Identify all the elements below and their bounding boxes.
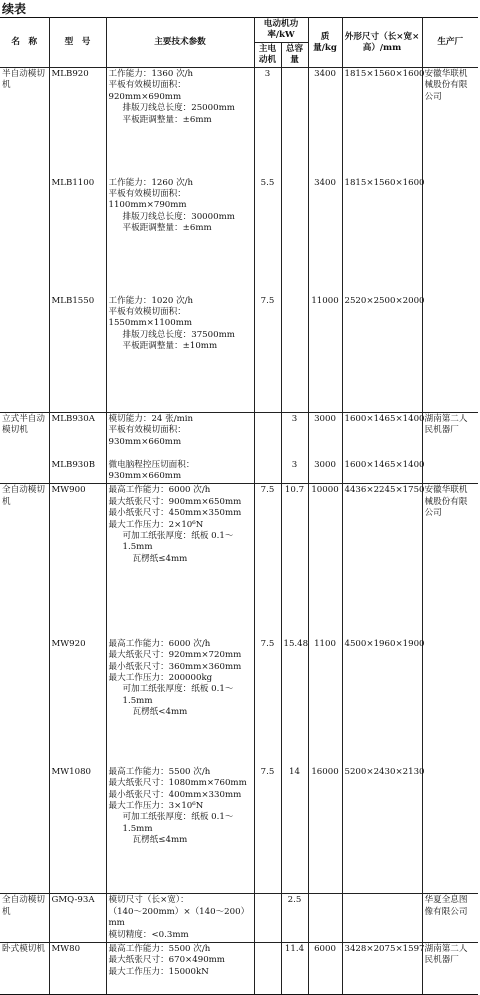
spec-line: 可加工纸张厚度：纸板 0.1～1.5mm [122,530,234,553]
spec-line: 平板距调整量：±6mm [122,114,212,125]
spec-line: 最大工作压力：2×10⁶N [108,519,204,530]
spec-line: （140～200mm）×（140～200）mm [108,906,250,929]
machine-name-cell: 卧式模切机 [0,942,49,994]
maker-cell: 安徽华联机械股份有限公司 [422,68,478,413]
mass-cell: 10000 [308,484,342,638]
spec-line: 最小纸张尺寸：360mm×360mm [108,661,242,672]
specs-cell [106,459,254,484]
maker-cell: 湖南第二人民机器厂 [422,942,478,994]
spec-line: 瓦楞纸≤4mm [132,553,188,564]
model-cell: MW900 [49,484,106,638]
table-row [0,68,478,177]
power-main-cell: 7.5 [254,766,281,894]
power-main-cell [254,413,281,459]
spec-line: 最高工作能力：6000 次/h [108,485,211,496]
spec-line: 工作能力：1360 次/h [108,69,194,79]
spec-line: 模切能力：24 张/min [108,414,194,424]
model-cell: GMQ-93A [49,894,106,943]
model-cell: MLB930B [49,459,106,484]
specs-cell [106,894,254,943]
spec-line: 模切精度：<0.3mm [108,929,189,940]
spec-line: 排版刀线总长度：37500mm [122,329,235,340]
spec-line: 最大纸张尺寸：1080mm×760mm [108,778,247,789]
table-row [0,459,478,484]
dims-cell: 1815×1560×1600 [342,177,422,295]
power-total-cell: 15.48 [281,638,308,766]
dims-cell: 2520×2500×2000 [342,295,422,413]
header-name: 名 称 [0,18,49,68]
spec-line: 瓦楞纸≤4mm [132,835,188,846]
dims-cell [342,894,422,943]
spec-line: 最大纸张尺寸：670×490mm [108,955,225,966]
spec-line: 平板有效模切面积：1100mm×790mm [108,188,187,211]
power-main-cell: 3 [254,68,281,177]
power-main-cell [254,894,281,943]
power-total-cell: 3 [281,459,308,484]
specs-cell [106,413,254,459]
spec-line: 工作能力：1260 次/h [108,177,194,188]
model-cell: MLB930A [49,413,106,459]
spec-line: 最高工作能力：5500 次/h [108,943,211,954]
header-power-total: 总容量 [281,43,308,68]
specs-cell [106,177,254,295]
dims-cell: 1600×1465×1400 [342,459,422,484]
machine-name-cell: 立式半自动模切机 [0,413,49,484]
power-main-cell: 5.5 [254,177,281,295]
table-row [0,177,478,295]
specs-cell [106,68,254,177]
dims-cell: 5200×2430×2130 [342,766,422,894]
spec-line: 最大工作压力：200000kg [108,673,213,684]
mass-cell: 6000 [308,942,342,994]
power-main-cell [254,942,281,994]
spec-line: 最高工作能力：5500 次/h [108,766,211,777]
spec-line: 平板有效模切面积：1550mm×1100mm [108,306,193,329]
mass-cell: 3000 [308,459,342,484]
dims-cell: 1815×1560×1600 [342,68,422,177]
mass-cell: 3000 [308,413,342,459]
model-cell: MW920 [49,638,106,766]
power-total-cell: 10.7 [281,484,308,638]
power-total-cell [281,68,308,177]
maker-cell: 华夏全息图像有限公司 [422,894,478,943]
power-total-cell [281,295,308,413]
spec-line: 瓦楞纸<4mm [132,707,188,718]
table-row [0,766,478,894]
table-row [0,484,478,638]
power-total-cell [281,177,308,295]
power-total-cell: 2.5 [281,894,308,943]
mass-cell: 3400 [308,177,342,295]
mass-cell: 3400 [308,68,342,177]
header-model: 型 号 [49,18,106,68]
model-cell: MLB1550 [49,295,106,413]
mass-cell: 16000 [308,766,342,894]
spec-line: 平板距调整量：±10mm [122,341,218,352]
model-cell: MW80 [49,942,106,994]
model-cell: MLB920 [49,68,106,177]
mass-cell: 1100 [308,638,342,766]
machine-name-cell: 半自动模切机 [0,68,49,413]
spec-line: 最大纸张尺寸：900mm×650mm [108,496,242,507]
spec-line: 最小纸张尺寸：450mm×350mm [108,508,242,519]
model-cell: MLB1100 [49,177,106,295]
specs-cell [106,295,254,413]
specs-cell [106,484,254,638]
table-caption: 续表 [2,2,27,16]
header-power-main: 主电动机 [254,43,281,68]
power-total-cell: 3 [281,413,308,459]
spec-line: 最大纸张尺寸：920mm×720mm [108,650,242,661]
machine-name-cell: 全自动模切机 [0,894,49,943]
power-main-cell: 7.5 [254,295,281,413]
spec-line: 排版刀线总长度：30000mm [122,211,235,222]
dims-cell: 4436×2245×1750 [342,484,422,638]
spec-line: 平板有效模切面积：920mm×690mm [108,80,186,102]
spec-line: 可加工纸张厚度：纸板 0.1～1.5mm [122,684,234,706]
power-total-cell: 11.4 [281,942,308,994]
table-row [0,413,478,459]
maker-cell: 湖南第二人民机器厂 [422,413,478,484]
spec-line: 平板有效模切面积：930mm×660mm [108,425,186,447]
header-maker: 生产厂 [422,18,478,68]
power-total-cell: 14 [281,766,308,894]
spec-line: 最高工作能力：6000 次/h [108,638,211,649]
spec-line: 模切尺寸（长×宽）： [108,895,189,906]
dims-cell: 1600×1465×1400 [342,413,422,459]
spec-line: 最大工作压力：15000kN [108,966,209,977]
specs-cell [106,638,254,766]
machine-name-cell: 全自动模切机 [0,484,49,894]
header-mass: 质量/kg [308,18,342,68]
dims-cell: 4500×1960×1900 [342,638,422,766]
header-dims: 外形尺寸（长×宽×高）/mm [342,18,422,68]
mass-cell [308,894,342,943]
table-header [0,18,478,68]
spec-line: 最小纸张尺寸：400mm×330mm [108,789,242,800]
specs-cell [106,942,254,994]
header-power: 电动机功率/kW [254,18,308,43]
table-body [0,68,478,995]
spec-line: 排版刀线总长度：25000mm [122,103,235,114]
spec-line: 最大工作压力：3×10⁶N [108,801,204,812]
mass-cell: 11000 [308,295,342,413]
maker-cell: 安徽华联机械股份有限公司 [422,484,478,894]
spec-line: 可加工纸张厚度：纸板 0.1～1.5mm [122,812,234,834]
model-cell: MW1080 [49,766,106,894]
header-specs: 主要技术参数 [106,18,254,68]
spec-line: 微电脑程控压切面积：930mm×660mm [108,459,195,481]
table-row [0,638,478,766]
table-row [0,295,478,413]
spec-table [0,17,478,995]
power-main-cell [254,459,281,484]
spec-line: 工作能力：1020 次/h [108,295,194,306]
power-main-cell: 7.5 [254,484,281,638]
power-main-cell: 7.5 [254,638,281,766]
table-row [0,942,478,994]
spec-line: 平板距调整量：±6mm [122,223,212,234]
table-row [0,894,478,943]
specs-cell [106,766,254,894]
dims-cell: 3428×2075×1597 [342,942,422,994]
